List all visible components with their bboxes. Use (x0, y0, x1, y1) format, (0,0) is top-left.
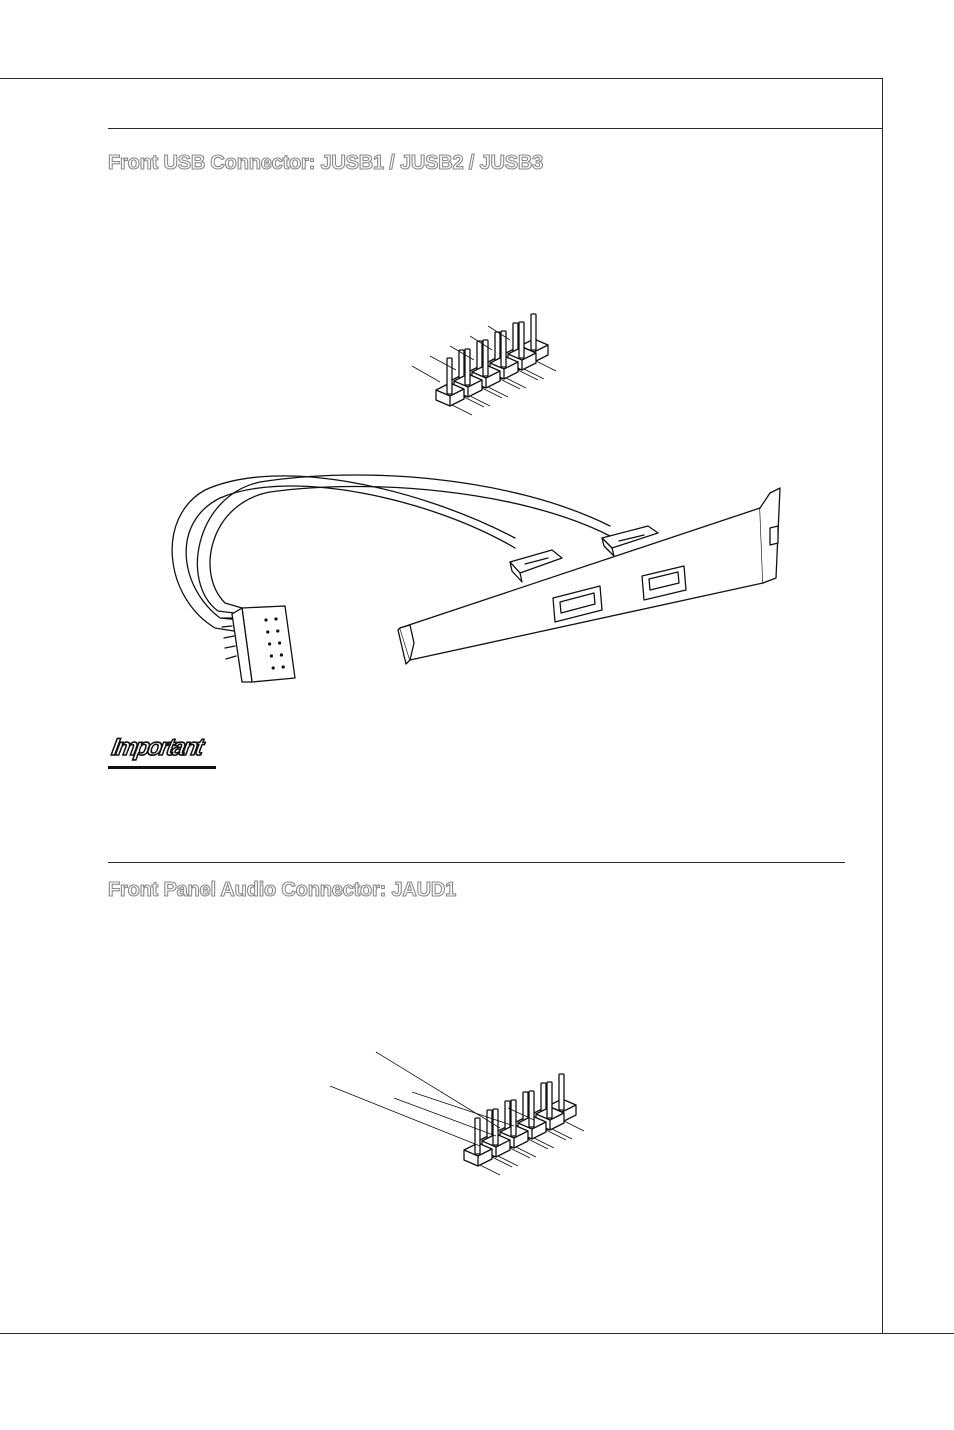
right-border (882, 78, 883, 1334)
usb-pin-header-figure (400, 300, 600, 450)
plug-socket-hole (266, 630, 269, 633)
audio-pin-header-figure (328, 1050, 608, 1210)
plug-socket-hole (272, 666, 275, 669)
usb-bracket-cable-figure (170, 478, 810, 688)
pin-leader-line (330, 1086, 480, 1146)
pin-leader-line (412, 1092, 514, 1126)
bottom-border (0, 1333, 954, 1334)
section-heading-usb: Front USB Connector: JUSB1 / JUSB2 / JUSB3 (108, 152, 544, 174)
important-notice-label: Important (109, 734, 204, 761)
pin-leader-line (394, 1098, 496, 1136)
plug-socket-hole (282, 665, 285, 668)
section-divider-audio (108, 862, 845, 863)
pin-lead (478, 1164, 500, 1175)
pin-lead (450, 404, 472, 415)
plug-socket-hole (268, 642, 271, 645)
plug-socket-hole (274, 617, 277, 620)
plug-socket-hole (280, 653, 283, 656)
plug-socket-hole (270, 654, 273, 657)
important-underline (108, 766, 216, 769)
pin-leader-line (412, 366, 440, 382)
plug-socket-hole (264, 618, 267, 621)
section-divider-usb (108, 128, 883, 129)
plug-socket-hole (276, 629, 279, 632)
pin-leader-line (376, 1052, 500, 1128)
pin-lead (534, 360, 556, 371)
pin-lead (562, 1120, 584, 1131)
top-border (0, 78, 883, 79)
plug-socket-hole (278, 641, 281, 644)
section-heading-audio: Front Panel Audio Connector: JAUD1 (108, 879, 457, 901)
usb-plug-housing (222, 606, 295, 682)
